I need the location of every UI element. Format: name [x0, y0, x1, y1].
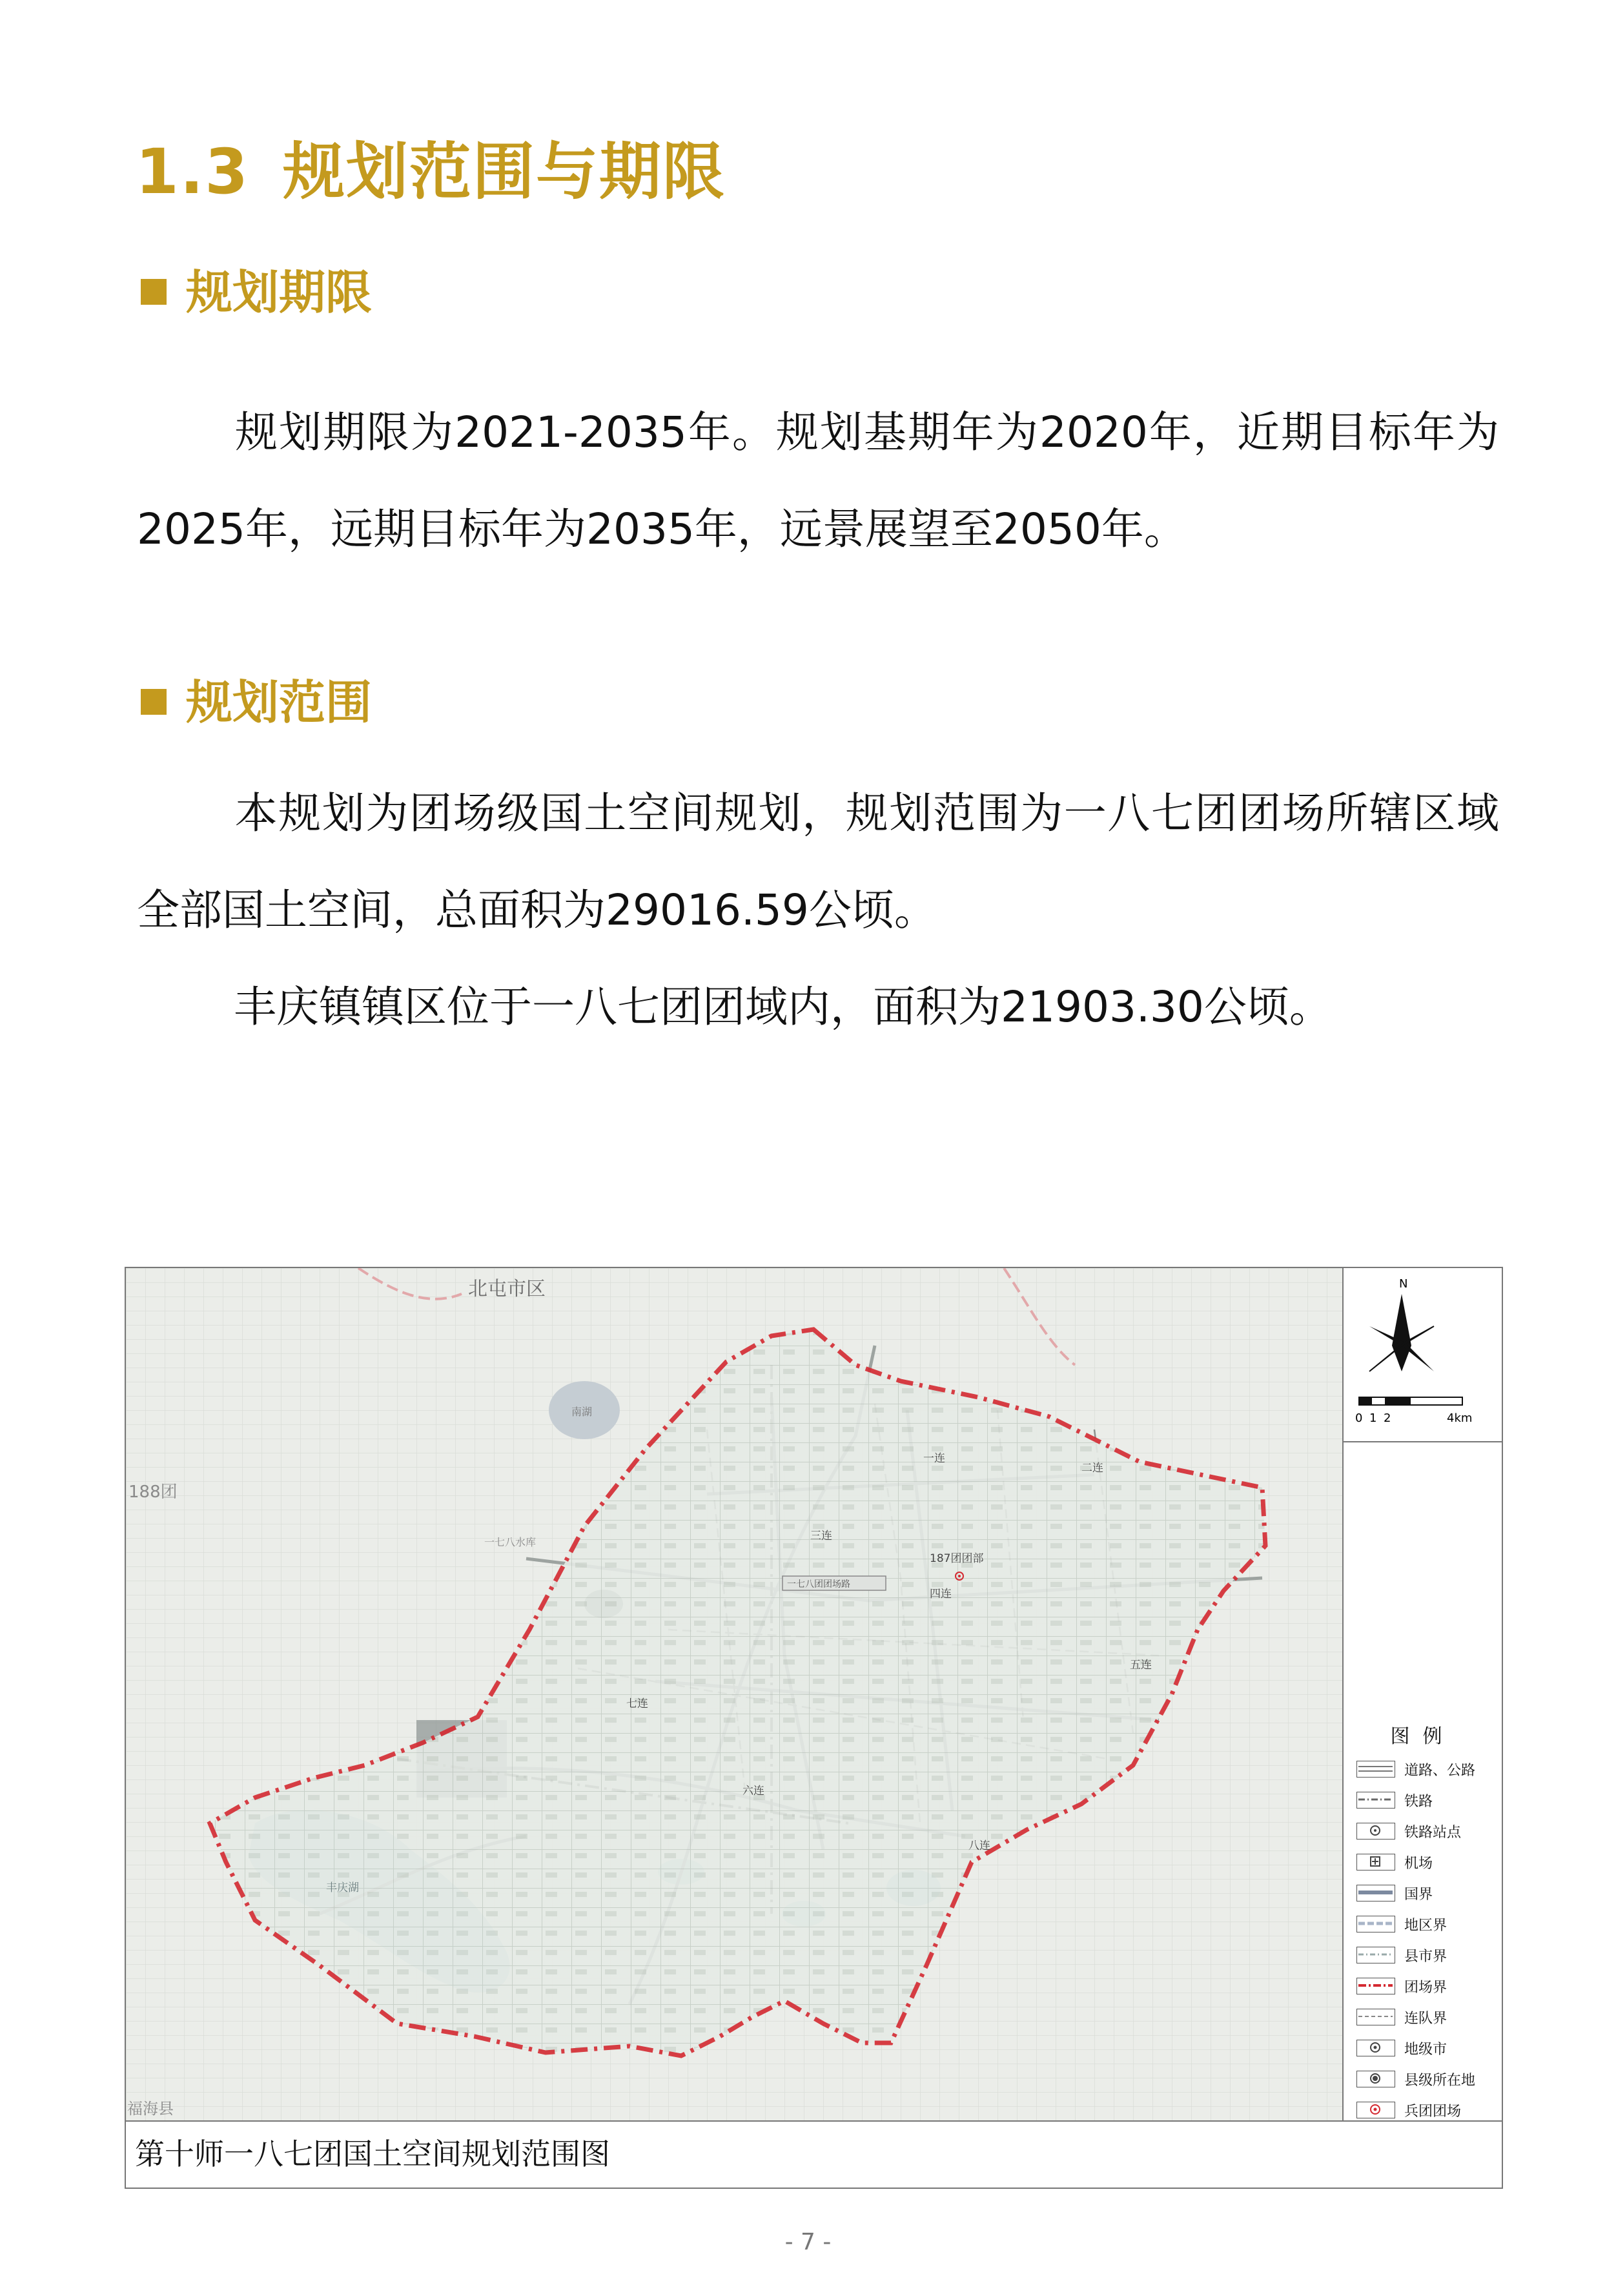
legend-panel: [1344, 1268, 1502, 2120]
legend-item: 团场界: [1356, 1971, 1498, 2002]
paragraph-period: [137, 384, 1499, 578]
road-symbol-icon: [1356, 1761, 1395, 1778]
page-heading: [136, 123, 726, 211]
map-label-lian1: 一连: [923, 1452, 945, 1465]
map-label-hq: 187团团部: [930, 1552, 984, 1565]
scale-4km: 4km: [1447, 1411, 1473, 1425]
county-seat-symbol-icon: [1356, 2071, 1395, 2087]
map-label-lian8: 八连: [968, 1840, 990, 1852]
region-border-symbol-icon: [1356, 1916, 1395, 1932]
legend-item: 连队界: [1356, 2002, 1498, 2033]
section2-text2: 丰庆镇镇区位于一八七团团域内，面积为21903.30公顷。: [234, 982, 1332, 1032]
north-arrow-icon: [1392, 1294, 1411, 1371]
section-heading-period: [141, 255, 372, 322]
map-label-beitun: 北屯市区: [468, 1278, 546, 1300]
scale-0: 0: [1355, 1411, 1363, 1425]
section2-title: 规划范围: [186, 675, 373, 730]
legend-item: 地区界: [1356, 1909, 1498, 1940]
section1-title: 规划期限: [186, 265, 373, 320]
section-heading-scope: [141, 665, 372, 732]
map-label-lian6: 六连: [742, 1785, 764, 1798]
map-label-reservoir: 一七八水库: [484, 1536, 537, 1548]
legend-title: 图例: [1390, 1725, 1455, 1748]
section2-text1: 本规划为团场级国土空间规划，规划范围为一八七团团场所辖区域全部国土空间，总面积为29016.59公顷。: [137, 788, 1499, 935]
map-label-lian4: 四连: [930, 1588, 952, 1601]
heading-number: 1.3: [136, 136, 250, 208]
map-figure: [125, 1267, 1503, 2189]
map-label-road: 一七八团团场路: [787, 1579, 850, 1590]
bullet-square-icon: [141, 689, 167, 715]
legend-item: 国界: [1356, 1878, 1498, 1909]
section1-text: 规划期限为2021-2035年。规划基期年为2020年，近期目标年为2025年，远期目标年为2035年，远景展望至2050年。: [137, 407, 1499, 554]
national-border-symbol-icon: [1356, 1885, 1395, 1901]
county-border-symbol-icon: [1356, 1947, 1395, 1963]
legend-item: 机场: [1356, 1847, 1498, 1878]
legend-item: 铁路站点: [1356, 1816, 1498, 1847]
compass-svg: [1344, 1268, 1502, 1442]
legend-item: 道路、公路: [1356, 1754, 1498, 1785]
legend-item: 铁路: [1356, 1785, 1498, 1816]
legend-item: 县市界: [1356, 1940, 1498, 1971]
station-symbol-icon: [1356, 1823, 1395, 1840]
airport-symbol-icon: [1356, 1854, 1395, 1871]
paragraph-town: [137, 959, 1499, 1056]
scale-2: 2: [1384, 1411, 1391, 1425]
legend-list: [1356, 1754, 1498, 2126]
map-image: [126, 1268, 1344, 2120]
map-label-fuhai: 福海县: [127, 2100, 174, 2118]
compass-box: [1344, 1268, 1502, 1442]
regiment-border-symbol-icon: [1356, 1978, 1395, 1994]
railway-symbol-icon: [1356, 1792, 1395, 1809]
page-number: - 7 -: [784, 2229, 832, 2255]
legend-item: 兵团团场: [1356, 2095, 1498, 2126]
map-label-188: 188团: [128, 1482, 178, 1502]
map-label-lian5: 五连: [1130, 1659, 1152, 1672]
map-svg: [126, 1268, 1344, 2120]
map-label-lian7: 七连: [626, 1697, 648, 1710]
company-border-symbol-icon: [1356, 2009, 1395, 2025]
heading-title: 规划范围与期限: [283, 136, 726, 208]
scale-1: 1: [1369, 1411, 1377, 1425]
paragraph-scope: [137, 765, 1499, 959]
figure-caption: 第十师一八七团国土空间规划范围图: [126, 2120, 1502, 2188]
legend-item: 县级所在地: [1356, 2064, 1498, 2095]
prefecture-city-symbol-icon: [1356, 2040, 1395, 2056]
north-label: N: [1399, 1277, 1408, 1291]
map-label-lian3: 三连: [810, 1530, 832, 1543]
corps-regiment-symbol-icon: [1356, 2102, 1395, 2118]
bullet-square-icon: [141, 279, 167, 305]
map-label-nanhu: 南湖: [571, 1406, 593, 1418]
legend-item: 地级市: [1356, 2033, 1498, 2064]
map-label-fengqing: 丰庆湖: [326, 1881, 359, 1894]
map-label-lian2: 二连: [1081, 1462, 1103, 1475]
